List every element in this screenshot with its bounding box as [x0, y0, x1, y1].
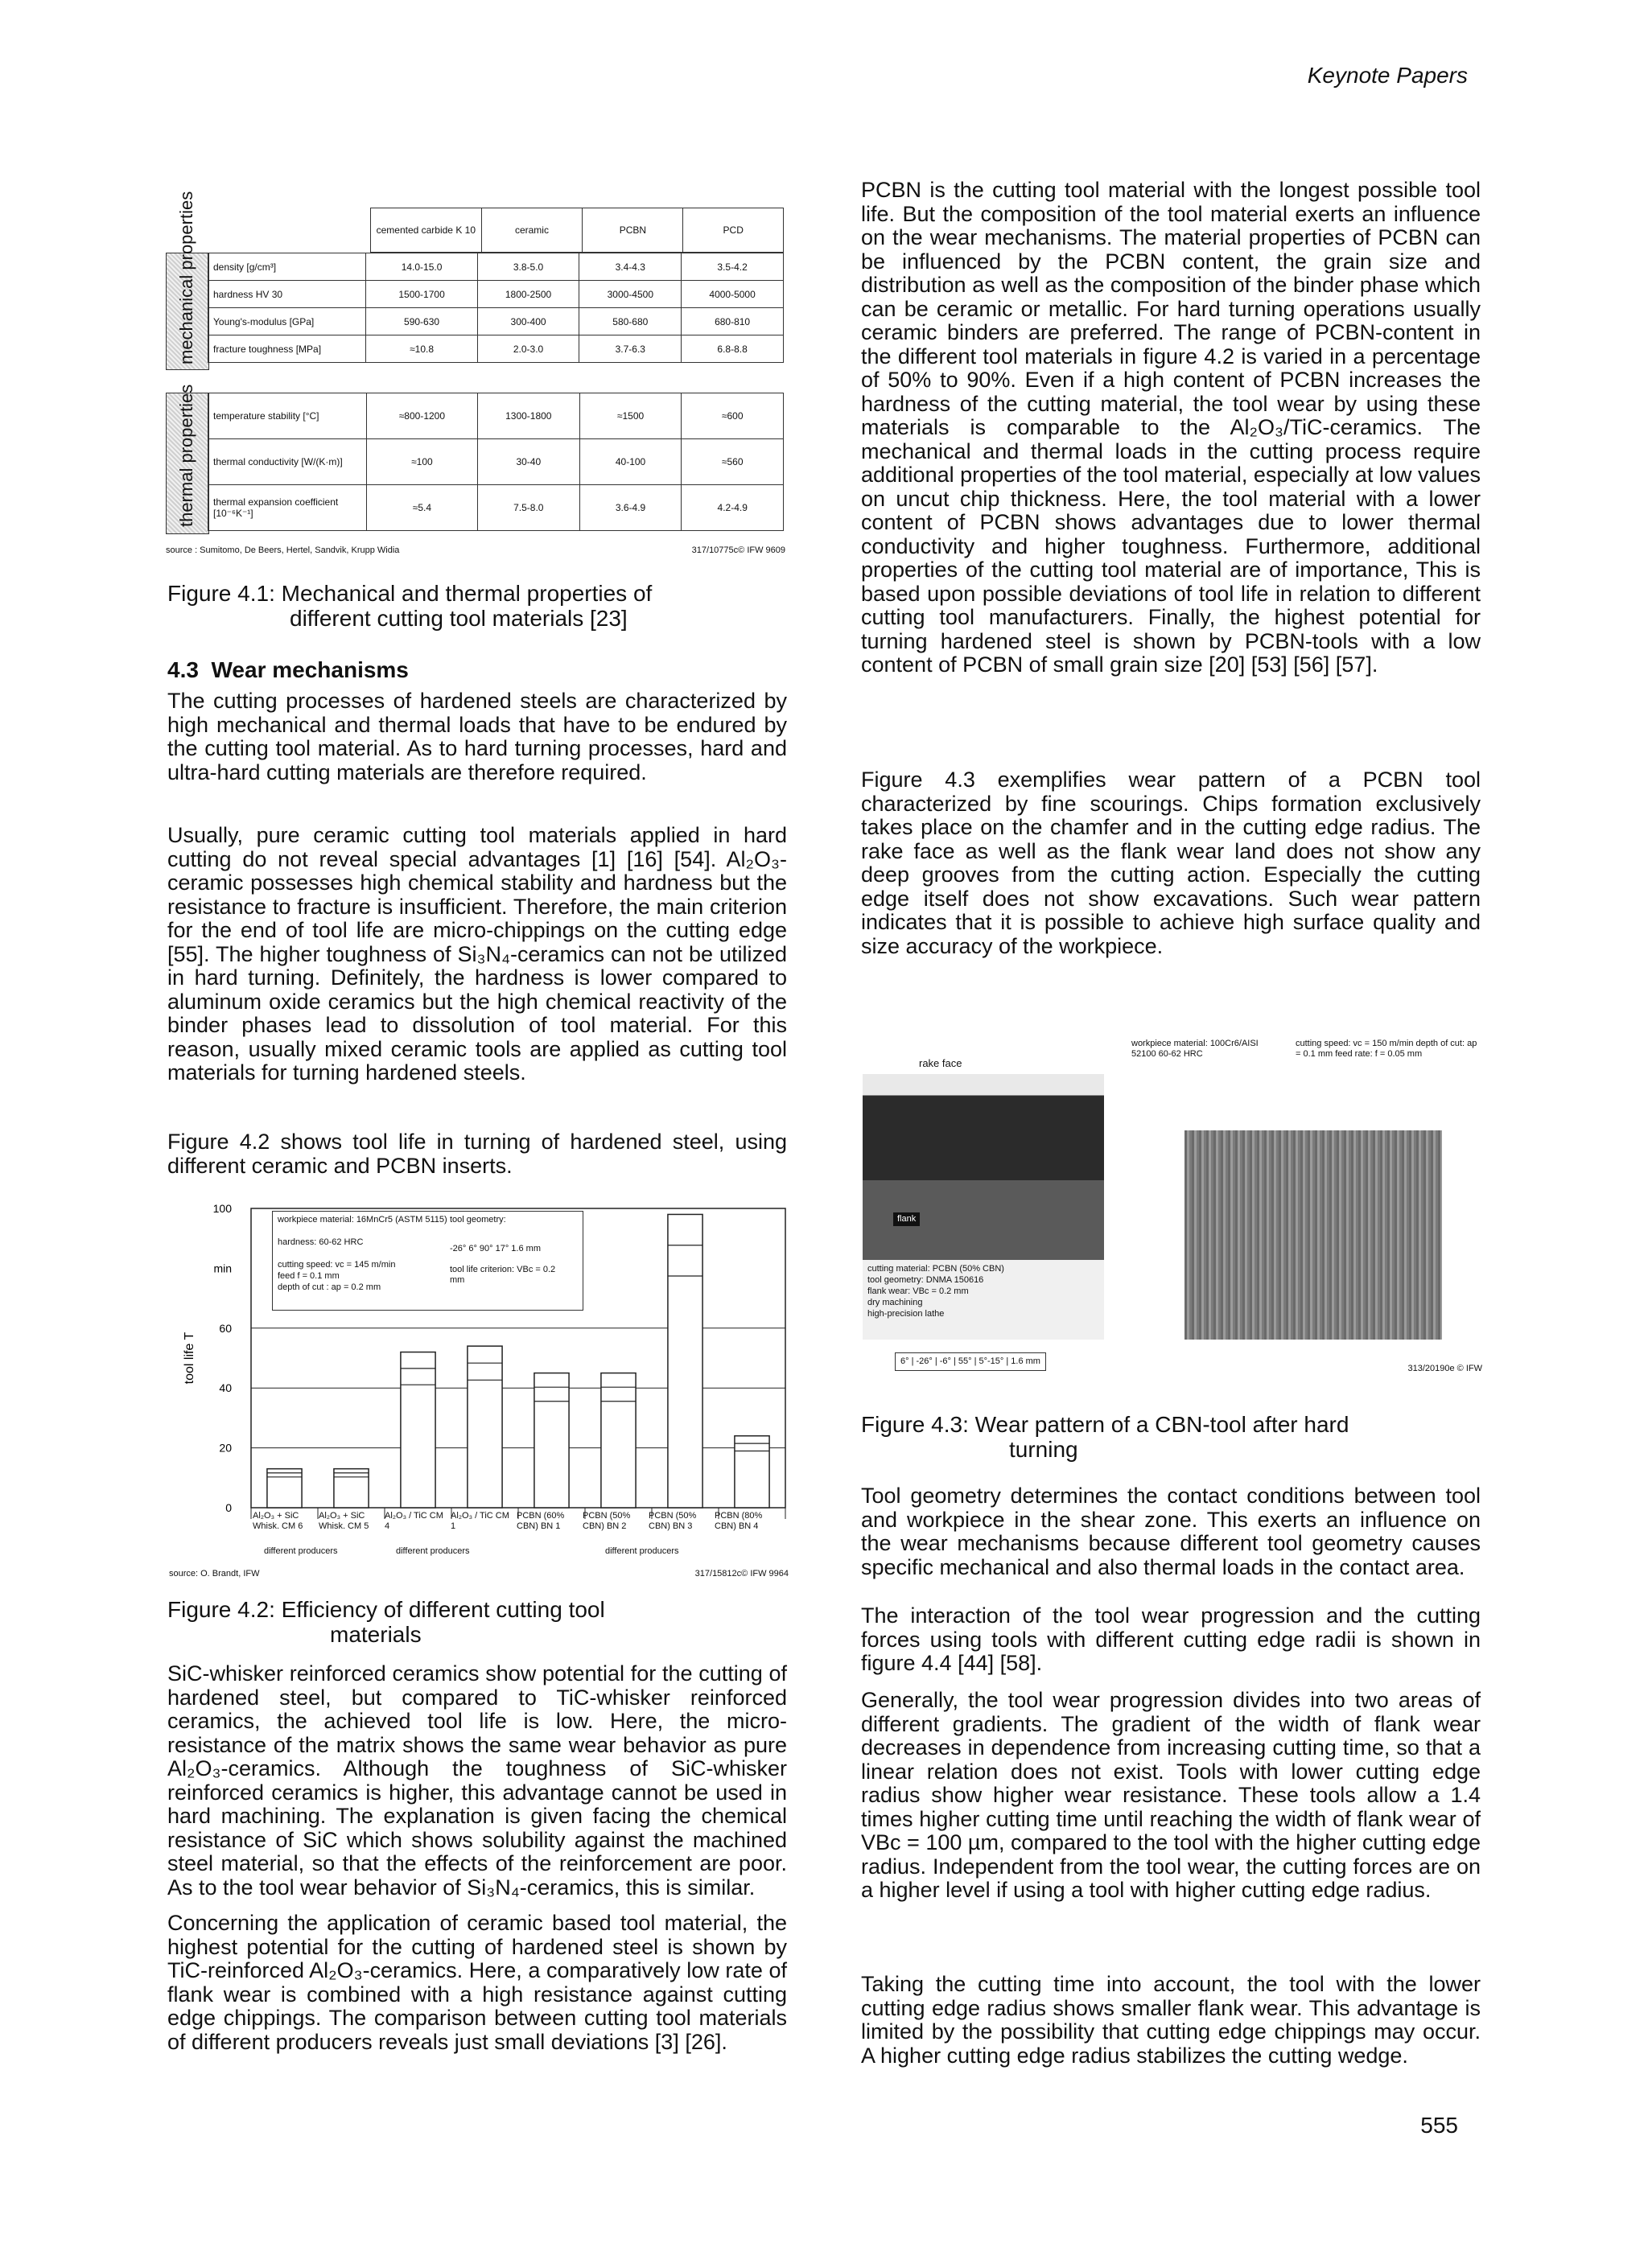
category-label: Al₂O₃ + SiC Whisk. CM 6: [253, 1511, 303, 1531]
figure-4-2: [169, 1197, 789, 1579]
page-number: 555: [1420, 2113, 1458, 2138]
table-row: thermal expansion coefficient [10⁻⁶K⁻¹] ≈5.4 7.5-8.0 3.6-4.9 4.2-4.9: [208, 485, 784, 531]
flank-label: flank: [893, 1212, 920, 1226]
left-paragraph-4: SiC-whisker reinforced ceramics show potential for the cutting of hardened steel, but compared to TiC-whisker reinforced ceramics, the achieved tool life is low. Here, the micro-resistance of the matrix shows the same wear behavior as pure Al₂O₃-ceramics. Although the toughness of SiC-whisker reinforced ceramics is higher, this advantage cannot be used in hard machining. The explanation is given facing the chemical resistance of SiC which shows solubility against the machined steel material, so that the effects of the reinforcement are poor. As to the tool wear behavior of Si₃N₄-ceramics, this is similar.: [167, 1661, 787, 1900]
right-paragraph-5: Generally, the tool wear progression divides into two areas of different gradients. The gradient of the width of flank wear decreases in dependence from increasing cutting time, so that a linear relation does not exist. Tools with lower cutting edge radius show higher wear resistance. These tools allow a 1.4 times higher cutting time until reaching the width of flank wear of VBc = 100 µm, compared to the tool with the higher cutting edge radius. Independent from the tool wear, the cutting forces are on a higher level if using a tool with higher cutting edge radius.: [861, 1688, 1481, 1902]
bar: [534, 1373, 569, 1508]
category-label: PCBN (50% CBN) BN 2: [583, 1511, 631, 1531]
category-label: PCBN (80% CBN) BN 4: [715, 1511, 763, 1531]
y-tick-label: 60: [219, 1321, 232, 1335]
table-row: density [g/cm³] 14.0-15.0 3.8-5.0 3.4-4.3 3.5-4.2: [208, 253, 784, 281]
right-paragraph-1: PCBN is the cutting tool material with the longest possible tool life. But the composition of the tool material exerts an influence on the wear mechanisms. The material properties of PCBN can be influenced by the PCBN content, the grain size and distribution as well as the composition of the binder phase which can be ceramic or metallic. For hard turning operations usually ceramic binders are preferred. The range of PCBN-content in the different tool materials in figure 4.2 is varied in a percentage of 50% to 90%. Even if a high content of PCBN increases the hardness of the cutting material, the tool wear by using these materials is comparable to the Al₂O₃/TiC-ceramics. The mechanical and thermal loads in the cutting process require additional properties of the tool material, especially at low values on uncut chip thickness. Here, the tool material with a lower content of PCBN shows advantages due to lower thermal conductivity and higher toughness. Furthermore, additional properties of the cutting tool material are of importance, This is based upon possible deviations of tool life in relation to different cutting tool manufacturers. Finally, the highest potential for turning hardened steel is shown by PCBN-tools with a low content of PCBN of small grain size [20] [53] [56] [57].: [861, 178, 1481, 677]
left-paragraph-3: Figure 4.2 shows tool life in turning of hardened steel, using different ceramic and PCBN inserts.: [167, 1130, 787, 1178]
bar: [401, 1352, 435, 1508]
y-tick-label: 40: [219, 1381, 232, 1395]
right-paragraph-2: Figure 4.3 exemplifies wear pattern of a PCBN tool characterized by fine scourings. Chips formation exclusively takes place on the chamfer and in the cutting edge radius. The rake face as well as the flank wear land does not show any deep grooves from the cutting action. Especially the cutting edge itself does not show excavations. Such wear pattern indicates that it is possible to achieve high surface quality and size accuracy of the workpiece.: [861, 768, 1481, 958]
left-paragraph-2: Usually, pure ceramic cutting tool materials applied in hard cutting do not reveal special advantages [1] [16] [54]. Al₂O₃-ceramic possesses high chemical stability and hardness but the resistance to fracture is insufficient. Therefore, the main criterion for the end of tool life are micro-chippings on the cutting edge [55]. The higher toughness of Si₃N₄-ceramics can not be utilized in hard turning. Definitely, the hardness is lower compared to aluminum oxide ceramics but the high chemical reactivity of the binder phases lead to dissolution of tool material. For this reason, usually mixed ceramic tools are applied as cutting tool materials for turning hardened steels.: [167, 823, 787, 1085]
thermal-properties-table: [208, 393, 784, 531]
bar: [668, 1214, 702, 1508]
figure-4-1: [166, 191, 785, 562]
bar: [735, 1436, 769, 1508]
y-tick-label: 100: [212, 1202, 232, 1215]
right-paragraph-6: Taking the cutting time into account, the tool with the lower cutting edge radius shows smaller flank wear. This advantage is limited by the possibility that cutting edge chippings may occur. A higher cutting edge radius stabilizes the cutting wedge.: [861, 1972, 1481, 2068]
chart-params-box: workpiece material: 16MnCr5 (ASTM 5115) hardness: 60-62 HRC cutting speed: vc = 145 m/min feed f = 0.1 mm depth of cut : ap = 0.2 mm tool geometry: -26° 6° 90° 17° 1.6 mm tool life criterion: VBc = 0.2 mm: [272, 1211, 583, 1311]
category-label: Al₂O₃ + SiC Whisk. CM 5: [319, 1511, 369, 1531]
group-label: different producers: [396, 1546, 470, 1556]
tool-info-1: cutting material: PCBN (50% CBN): [867, 1264, 1004, 1274]
y-tick-label: 0: [225, 1501, 232, 1514]
wear-photo: [1184, 1130, 1442, 1340]
running-title: Keynote Papers: [1307, 63, 1468, 88]
col-header-pcd: PCD: [683, 208, 784, 253]
y-unit-label: min: [213, 1262, 232, 1275]
y-tick-label: 20: [219, 1441, 232, 1455]
category-label: PCBN (60% CBN) BN 1: [517, 1511, 565, 1531]
table-row: temperature stability [°C] ≈800-1200 1300-1800 ≈1500 ≈600: [208, 393, 784, 439]
table-row: Young's-modulus [GPa] 590-630 300-400 580-680 680-810: [208, 308, 784, 335]
tool-info-2: tool geometry: DNMA 150616: [867, 1275, 984, 1285]
figure-4-1-source: source : Sumitomo, De Beers, Hertel, Sandvik, Krupp Widia: [166, 545, 400, 555]
right-paragraph-3: Tool geometry determines the contact conditions between tool and workpiece in the shear zone. This exerts an influence on the wear mechanisms because different tool geometry causes specific mechanical and also thermal loads in the contact area.: [861, 1484, 1481, 1579]
figure-4-3-code: 313/20190e © IFW: [1407, 1364, 1482, 1373]
left-paragraph-5: Concerning the application of ceramic based tool material, the highest potential for the cutting of hardened steel is shown by TiC-reinforced Al₂O₃-ceramics. Here, a comparatively low rate of flank wear is combined with a high resistance against cutting edge chippings. The comparison between cutting tool materials of different producers reveals just small deviations [3] [26].: [167, 1911, 787, 2054]
geometry-table: 6° | -26° | -6° | 55° | 5°-15° | 1.6 mm: [895, 1352, 1046, 1371]
left-paragraph-1: The cutting processes of hardened steels are characterized by high mechanical and thermal loads that have to be endured by the cutting tool material. As to hard turning processes, hard and ultra-hard cutting materials are therefore required.: [167, 689, 787, 784]
bar: [601, 1373, 636, 1508]
mechanical-properties-table: [208, 253, 784, 363]
cutting-params-label: cutting speed: vc = 150 m/min depth of cut: ap = 0.1 mm feed rate: f = 0.05 mm: [1296, 1039, 1477, 1059]
y-axis-label: tool life T: [183, 1332, 196, 1385]
tool-info-3: flank wear: VBc = 0.2 mm: [867, 1286, 969, 1296]
tool-info-5: high-precision lathe: [867, 1309, 945, 1319]
section-heading: 4.3 Wear mechanisms: [167, 657, 409, 682]
group-label: different producers: [605, 1546, 679, 1556]
right-paragraph-4: The interaction of the tool wear progression and the cutting forces using tools with different cutting edge radii is shown in figure 4.4 [44] [58].: [861, 1603, 1481, 1675]
col-header-carbide: cemented carbide K 10: [371, 208, 482, 253]
table-row: hardness HV 30 1500-1700 1800-2500 3000-4500 4000-5000: [208, 281, 784, 308]
figure-4-2-caption: Figure 4.2: Efficiency of different cutting tool materials: [167, 1597, 605, 1647]
bar: [468, 1346, 502, 1508]
category-label: Al₂O₃ / TiC CM 1: [451, 1511, 509, 1531]
chart-category-row: [251, 1509, 785, 1556]
table-row: thermal conductivity [W/(K·m)] ≈100 30-40 40-100 ≈560: [208, 439, 784, 485]
rake-face-label: rake face: [919, 1057, 962, 1069]
figure-4-2-code: 317/15812c© IFW 9964: [694, 1569, 789, 1579]
col-header-pcbn: PCBN: [583, 208, 683, 253]
group-label: different producers: [264, 1546, 338, 1556]
figure-4-1-caption: Figure 4.1: Mechanical and thermal properties of different cutting tool materials [23]: [167, 581, 653, 631]
workpiece-label: workpiece material: 100Cr6/AISI 52100 60-62 HRC: [1131, 1039, 1259, 1059]
figure-4-3: [861, 1018, 1489, 1388]
category-label: PCBN (50% CBN) BN 3: [649, 1511, 697, 1531]
col-header-ceramic: ceramic: [481, 208, 583, 253]
bar: [267, 1469, 302, 1508]
thermal-group-label: thermal properties: [166, 393, 209, 534]
figure-4-1-code: 317/10775c© IFW 9609: [691, 545, 785, 555]
figure-4-2-source: source: O. Brandt, IFW: [169, 1569, 260, 1579]
table-row: fracture toughness [MPa] ≈10.8 2.0-3.0 3.7-6.3 6.8-8.8: [208, 335, 784, 363]
category-label: Al₂O₃ / TiC CM 4: [385, 1511, 443, 1531]
mechanical-group-label: mechanical properties: [166, 253, 209, 370]
figure-4-3-caption: Figure 4.3: Wear pattern of a CBN-tool after hard turning: [861, 1412, 1349, 1462]
bar: [334, 1469, 369, 1508]
tool-info-4: dry machining: [867, 1298, 923, 1307]
properties-header: [370, 208, 784, 253]
